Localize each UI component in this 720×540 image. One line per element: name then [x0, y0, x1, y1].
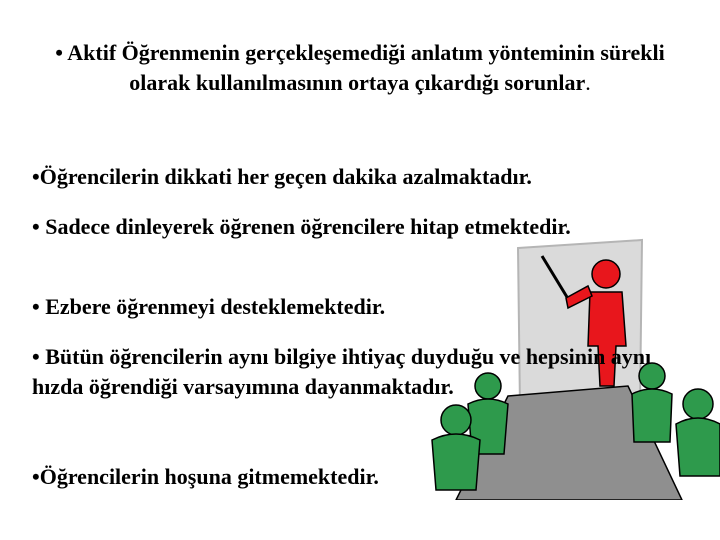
bullet-listening-learners: • Sadece dinleyerek öğrenen öğrencilere hitap etmektedir.: [32, 214, 571, 239]
slide-title: [40, 38, 680, 98]
slide-title-period: .: [585, 70, 591, 95]
bullet-students-dislike: •Öğrencilerin hoşuna gitmemektedir.: [32, 464, 379, 489]
bullet-attention-decline: •Öğrencilerin dikkati her geçen dakika azalmaktadır.: [32, 164, 532, 189]
bullet-rote-learning: • Ezbere öğrenmeyi desteklemektedir.: [32, 294, 386, 319]
bullet-same-pace-assumption: • Bütün öğrencilerin aynı bilgiye ihtiyaç duyduğu ve hepsinin aynı hızda öğrendiği varsayımına dayanmaktadır.: [32, 344, 652, 399]
slide-title-text: • Aktif Öğrenmenin gerçekleşemediği anlatım yönteminin sürekli olarak kullanılmasının ortaya çıkardığı sorunlar: [55, 40, 665, 95]
